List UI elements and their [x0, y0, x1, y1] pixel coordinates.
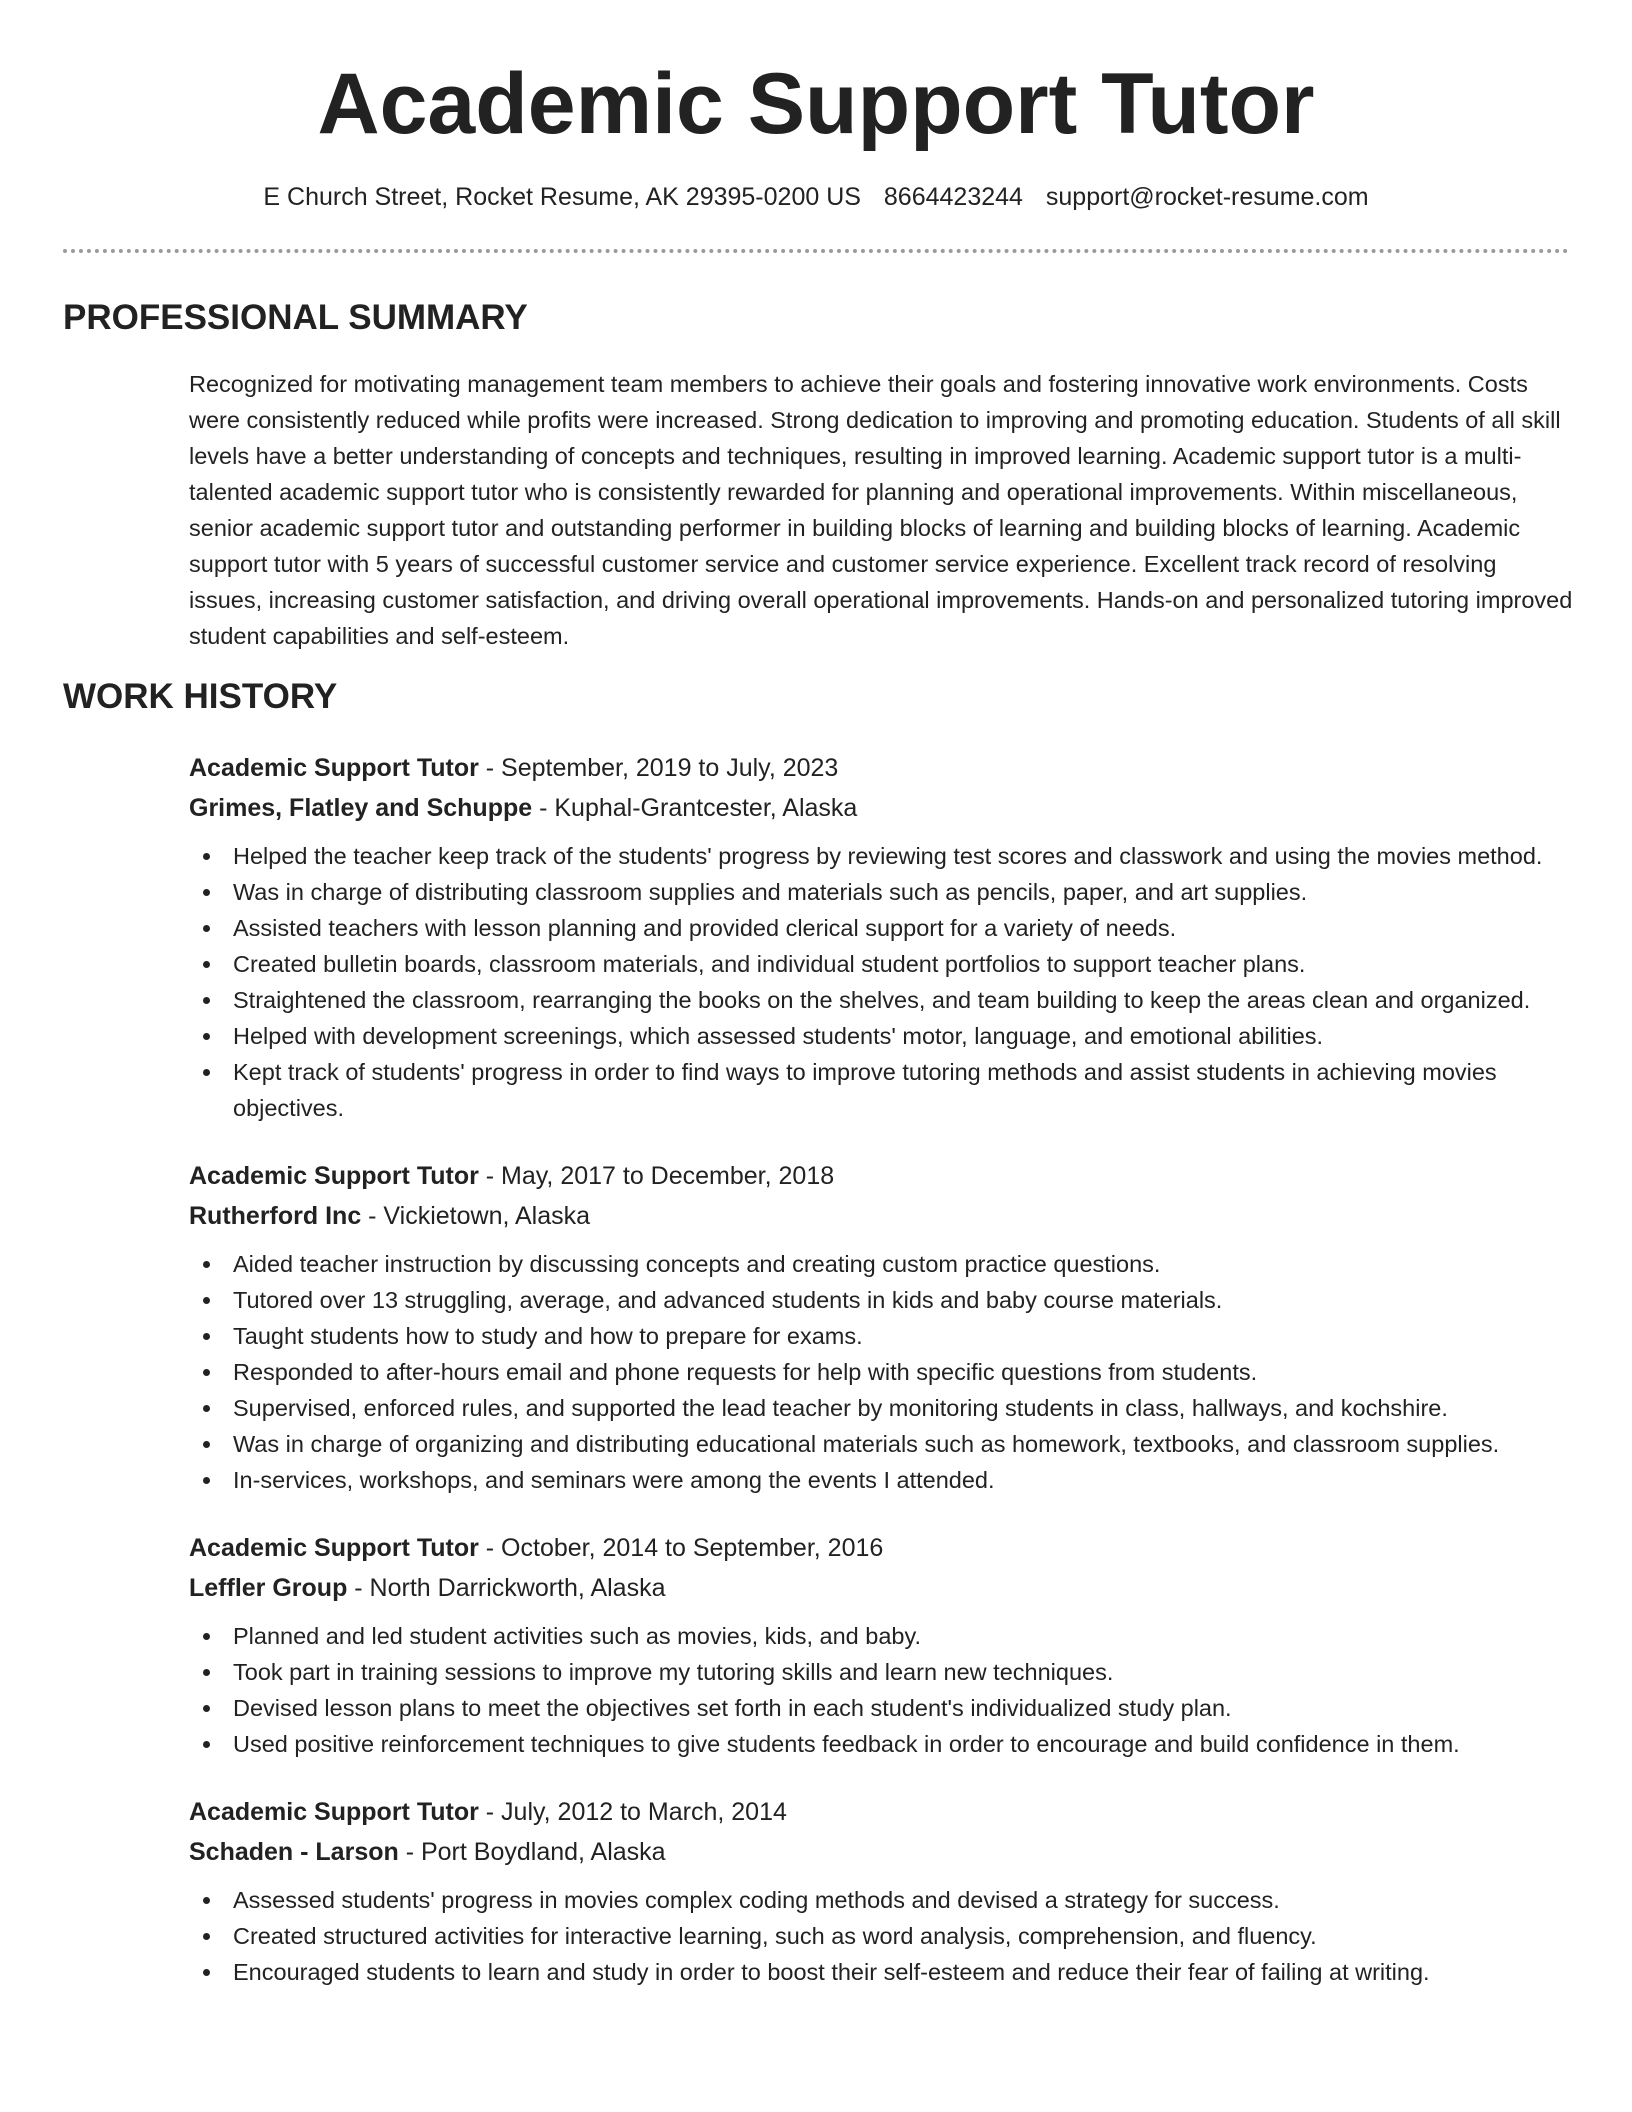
job-dates: - July, 2012 to March, 2014	[478, 1798, 787, 1826]
summary-text: Recognized for motivating management team members to achieve their goals and fostering innovative work environments. Costs were consistently reduced while profits were increased. Strong dedication to improving and promoting education. Students of all skill levels have a better understanding of concepts and techniques, resulting in improved learning. Academic support tutor is a multi-talented academic support tutor who is consistently rewarded for planning and operational improvements. Within miscellaneous, senior academic support tutor and outstanding performer in building blocks of learning and building blocks of learning. Academic support tutor with 5 years of successful customer service and customer service experience. Excellent track record of resolving issues, increasing customer satisfaction, and driving overall operational improvements. Hands-on and personalized tutoring improved student capabilities and self-esteem.	[189, 371, 1573, 649]
job-bullet-item: Assessed students' progress in movies complex coding methods and devised a strategy for success.	[189, 1882, 1574, 1918]
job-dates: - October, 2014 to September, 2016	[478, 1534, 884, 1562]
job-bullet-item: Created bulletin boards, classroom materials, and individual student portfolios to support teacher plans.	[189, 946, 1574, 982]
job-company: Leffler Group	[189, 1574, 348, 1602]
job-company-line	[189, 788, 1574, 828]
contact-address: E Church Street, Rocket Resume, AK 29395-0200 US	[263, 183, 861, 211]
job-company: Rutherford Inc	[189, 1202, 362, 1230]
job-bullet-item: Planned and led student activities such as movies, kids, and baby.	[189, 1618, 1574, 1654]
job-title-line	[189, 748, 1574, 788]
job-role: Academic Support Tutor	[189, 1798, 479, 1826]
job-entry	[189, 1156, 1574, 1498]
job-title-line	[189, 1792, 1574, 1832]
job-dates: - May, 2017 to December, 2018	[478, 1162, 835, 1190]
job-role: Academic Support Tutor	[189, 754, 479, 782]
contact-line	[0, 183, 1632, 212]
job-role: Academic Support Tutor	[189, 1534, 479, 1562]
job-company: Schaden - Larson	[189, 1838, 399, 1866]
job-location: - Port Boydland, Alaska	[398, 1838, 666, 1866]
job-entry	[189, 748, 1574, 1126]
job-company-line	[189, 1196, 1574, 1236]
job-bullet-item: Was in charge of organizing and distributing educational materials such as homework, textbooks, and classroom supplies.	[189, 1426, 1574, 1462]
job-bullet-item: Supervised, enforced rules, and supported the lead teacher by monitoring students in class, hallways, and kochshire.	[189, 1390, 1574, 1426]
job-bullets	[189, 838, 1574, 1126]
job-bullet-item: Helped the teacher keep track of the students' progress by reviewing test scores and classwork and using the movies method.	[189, 838, 1574, 874]
job-bullets	[189, 1882, 1574, 1990]
job-location: - North Darrickworth, Alaska	[347, 1574, 666, 1602]
job-bullets	[189, 1246, 1574, 1498]
job-bullet-item: Encouraged students to learn and study in order to boost their self-esteem and reduce their fear of failing at writing.	[189, 1954, 1574, 1990]
job-entry	[189, 1792, 1574, 1990]
summary-heading: PROFESSIONAL SUMMARY	[63, 298, 528, 337]
job-title-line	[189, 1528, 1574, 1568]
job-bullet-item: Taught students how to study and how to prepare for exams.	[189, 1318, 1574, 1354]
job-bullet-item: Assisted teachers with lesson planning and provided clerical support for a variety of needs.	[189, 910, 1574, 946]
job-bullet-item: Created structured activities for interactive learning, such as word analysis, comprehension, and fluency.	[189, 1918, 1574, 1954]
job-bullet-item: Responded to after-hours email and phone requests for help with specific questions from students.	[189, 1354, 1574, 1390]
header-divider	[63, 249, 1569, 253]
job-role: Academic Support Tutor	[189, 1162, 479, 1190]
contact-phone[interactable]: 8664423244	[883, 183, 1023, 211]
job-entry	[189, 1528, 1574, 1762]
job-bullets	[189, 1618, 1574, 1762]
job-bullet-item: Used positive reinforcement techniques to give students feedback in order to encourage and build confidence in them.	[189, 1726, 1574, 1762]
resume-title: Academic Support Tutor	[317, 56, 1315, 152]
job-company-line	[189, 1568, 1574, 1608]
job-bullet-item: Took part in training sessions to improve my tutoring skills and learn new techniques.	[189, 1654, 1574, 1690]
job-bullet-item: Helped with development screenings, which assessed students' motor, language, and emotional abilities.	[189, 1018, 1574, 1054]
job-bullet-item: Aided teacher instruction by discussing concepts and creating custom practice questions.	[189, 1246, 1574, 1282]
work-history-heading: WORK HISTORY	[63, 677, 338, 716]
job-title-line	[189, 1156, 1574, 1196]
job-bullet-item: Devised lesson plans to meet the objectives set forth in each student's individualized study plan.	[189, 1690, 1574, 1726]
contact-email[interactable]: support@rocket-resume.com	[1045, 183, 1369, 211]
work-history-list	[189, 748, 1574, 2020]
job-company: Grimes, Flatley and Schuppe	[189, 794, 533, 822]
job-company-line	[189, 1832, 1574, 1872]
job-bullet-item: Straightened the classroom, rearranging the books on the shelves, and team building to keep the areas clean and organized.	[189, 982, 1574, 1018]
job-bullet-item: Kept track of students' progress in order to find ways to improve tutoring methods and assist students in achieving movies objectives.	[189, 1054, 1574, 1126]
job-bullet-item: Tutored over 13 struggling, average, and advanced students in kids and baby course materials.	[189, 1282, 1574, 1318]
job-location: - Vickietown, Alaska	[361, 1202, 591, 1230]
job-bullet-item: Was in charge of distributing classroom supplies and materials such as pencils, paper, and art supplies.	[189, 874, 1574, 910]
job-bullet-item: In-services, workshops, and seminars were among the events I attended.	[189, 1462, 1574, 1498]
job-location: - Kuphal-Grantcester, Alaska	[532, 794, 858, 822]
job-dates: - September, 2019 to July, 2023	[478, 754, 839, 782]
